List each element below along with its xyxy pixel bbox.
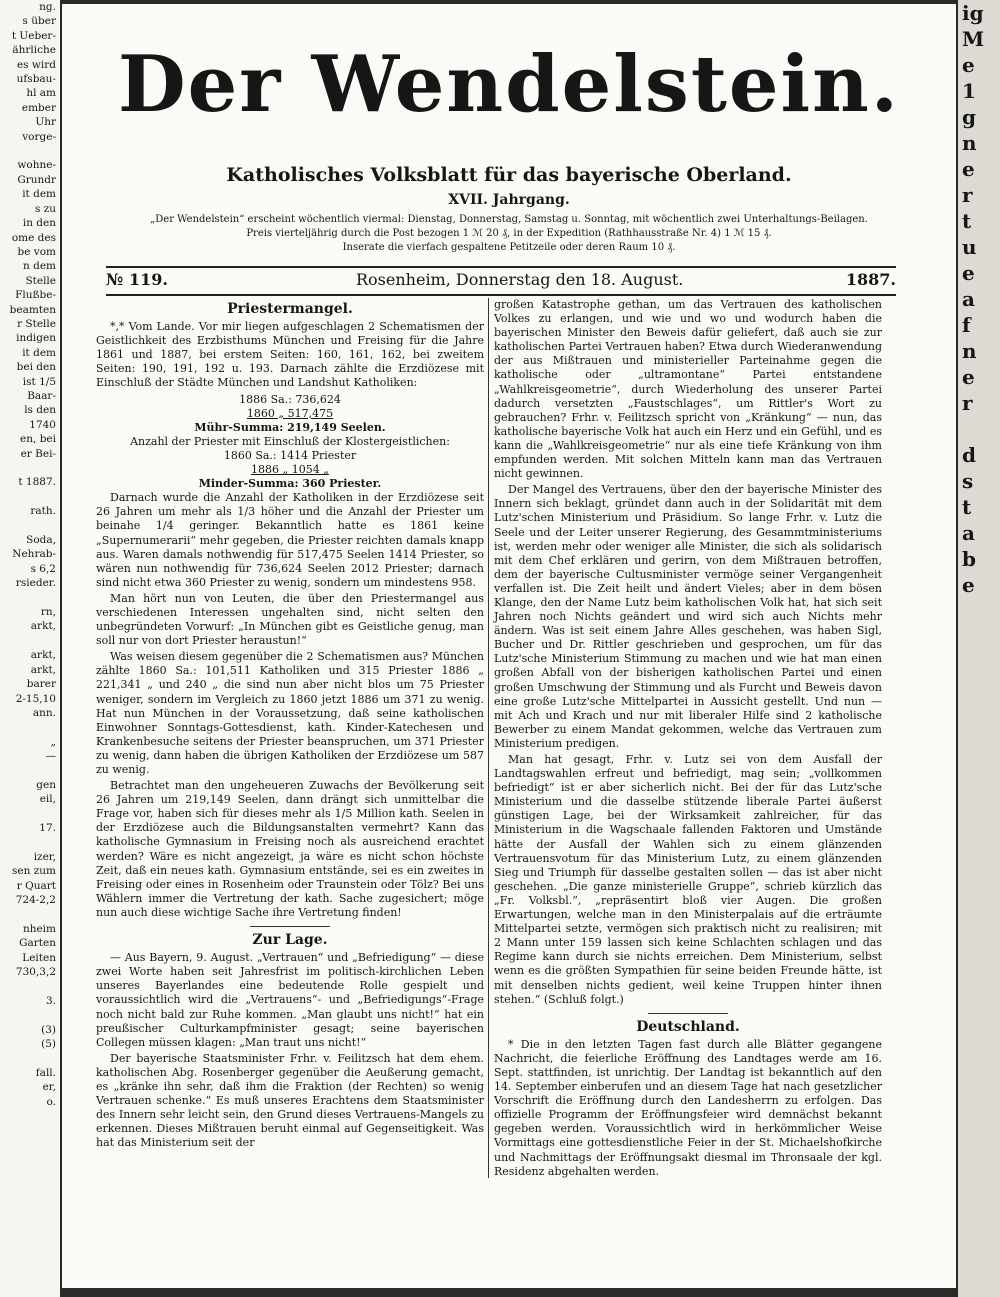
left-strip-fragment [0,461,60,475]
left-strip-fragment: izer, [33,850,56,863]
right-strip-fragment: r [962,391,973,415]
statistic-line: 1886 „ 1054 „ [251,463,329,477]
left-strip-fragment: wohne- [17,159,56,172]
left-strip-fragment: er, [42,1081,56,1094]
left-strip-fragment: r Quart [16,879,56,892]
masthead-rule-bottom [106,294,896,296]
left-strip-fragment: en, bei [20,433,56,446]
left-strip-fragment: s zu [34,202,56,215]
left-strip-fragment [0,634,60,648]
left-strip-fragment [0,144,60,158]
left-strip-fragment: indigen [16,332,56,345]
article-paragraph: * Die in den letzten Tagen fast durch alle Blätter gegangene Nachricht, die feierliche Eröffnung des Landtages werde am 16. Sept. stattfinden, ist unrichtig. Der Landtag ist bekanntlich auf den 14. September einberufen und an diesem Tage hat nach gesetzlicher Vorschrift die Eröffnung durch den Landesherrn zu erfolgen. Das offizielle Programm der Eröffnungsfeier wird demnächst bekannt gegeben werden. Voraussichtlich wird in herkömmlicher Weise Vormittags eine gottesdienstliche Feier in der St. Michaelshofkirche und Nachmittags der Eröffnungsakt diesmal im Thronsaale der kgl. Residenz abgehalten werden. [494,1037,882,1178]
left-strip-fragment: ls den [24,404,56,417]
right-adjacent-page-strip [958,0,1000,1297]
left-strip-fragment [0,519,60,533]
article-heading-priestermangel: Priestermangel. [227,301,353,317]
left-strip-fragment: r Stelle [17,317,56,330]
left-strip-fragment: arkt, [30,649,56,662]
right-strip-fragment: a [962,287,975,311]
left-strip-fragment: rsieder. [15,577,56,590]
section-divider [648,1013,728,1014]
article-paragraph: Der Mangel des Vertrauens, über den der bayerische Minister des Innern sich beklagt, gründet dann auch in der Solidarität mit dem Lutz'schen Ministerium und Präsidium. So lange Frhr. v. Lutz die Seele und der Leiter unserer Regierung, des Gesammtministeriums ist, werden mehr oder weniger alle Minister, die sich als solidarisch mit dem Chef erklären und gerirn, von dem Mißtrauen betroffen, dem der bayerische Cultusminister vermöge seiner Vergangenheit verfallen ist. Die Zeit heilt und ändert Vieles; aber in dem bösen Klange, den der Name Lutz beim katholischen Volk hat, hat sich seit Jahren noch Nichts geändert und wird sich auch Nichts mehr ändern. Was ist seit einem Jahre Alles geschehen, was haben Sigl, Bucher und Dr. Rittler geschrieben und gesprochen, um für das Lutz'sche Ministerium Stimmung zu machen und wie hat man einen großen Abfall von der bisherigen katholischen Partei und einen großen Umschwung der Stimmung und als Furcht und Beweis davon eine große Lutz'sche Mittelpartei in Aussicht gestellt. Und nun — mit Ach und Krach und nur mit liberaler Hilfe sind 2 katholische Bewerber zu einem Mandat gekommen, welche das Vertrauen zum Ministerium predigen. [494,483,882,750]
right-strip-fragment: e [962,261,975,285]
right-strip-fragment: t [962,209,972,233]
left-strip-fragment: s über [22,15,56,28]
left-strip-fragment [0,807,60,821]
left-strip-fragment: nheim [22,923,56,935]
statistic-line: 1860 Sa.: 1414 Priester [223,448,357,462]
left-strip-fragment: ember [21,101,56,114]
left-strip-fragment [0,1052,60,1066]
left-strip-fragment: es wird [16,58,56,71]
left-strip-fragment: s 6,2 [30,562,56,575]
left-strip-fragment: er Bei- [20,447,56,460]
right-strip-fragment: e [962,53,975,77]
article-paragraph: — Aus Bayern, 9. August. „Vertrauen“ und „Befriedigung“ — diese zwei Worte haben seit Jahresfrist im politisch-kirchlichen Leben unseres Bayerlandes eine bedeutende Rolle gespielt und voraussichtlich wird die „Vertrauens“- und „Befriedigungs“-Frage noch nicht bald zur Ruhe kommen. „Man glaubt uns nicht!“ hat ein preußischer Culturkampfminister gesagt; seine bayerischen Collegen müssen klagen: „Man traut uns nicht!“ [96,951,484,1049]
issue-year: 1887. [845,270,896,289]
article-paragraph: Der bayerische Staatsminister Frhr. v. Feilitzsch hat dem ehem. katholischen Abg. Rosenberger gegenüber die Aeußerung gemacht, es „kränke ihn sehr, daß ihm die Fraktion (der Rechten) so wenig Vertrauen schenke.“ Es muß unseres Erachtens dem Staatsminister des Innern sehr leicht sein, den Grund dieses Vertrauens-Mangels zu erkennen. Dieses Mißtrauen beruht einmal auf Gegenseitigkeit. Was hat das Ministerium seit der [96,1051,484,1150]
left-strip-fragment: arkt, [30,663,56,676]
left-strip-fragment: hl am [26,87,56,100]
right-strip-fragment: ig [962,1,984,25]
left-strip-fragment: ng. [39,1,56,13]
left-strip-fragment: Nehrab- [12,548,56,561]
left-strip-fragment: fall. [35,1067,56,1080]
column-right [494,298,882,1181]
statistic-line: Anzahl der Priester mit Einschluß der Klostergeistlichen: [130,434,450,448]
section-divider [250,926,330,927]
left-strip-fragment: Garten [19,937,56,950]
left-strip-fragment: gen [36,778,56,791]
left-strip-fragment: o. [46,1095,56,1108]
statistic-line: Mühr-Summa: 219,149 Seelen. [194,420,386,434]
right-strip-fragment: b [962,547,976,571]
issue-number: № 119. [106,270,168,289]
statistic-line: 1886 Sa.: 736,624 [239,392,341,406]
right-strip-fragment: n [962,339,977,363]
left-strip-fragment: t 1887. [18,476,56,489]
article-paragraph: Man hört nun von Leuten, die über den Priestermangel aus verschiedenen Interessen ungehalten sind, nicht selten den unbegründeten Vorwurf: „In München gibt es Geistliche genug, man soll nur von dort Priester heraustun!“ [96,591,484,648]
left-strip-fragment [0,490,60,504]
left-strip-fragment [0,908,60,922]
right-strip-fragment: M [962,27,985,51]
left-strip-fragment [0,836,60,850]
left-strip-fragment: 3. [45,995,56,1008]
right-strip-fragment: t [962,495,972,519]
left-strip-fragment: it dem [22,188,56,201]
right-strip-fragment: g [962,105,976,129]
left-strip-fragment: Leiten [22,951,56,964]
left-strip-fragment [0,980,60,994]
masthead-subtitle: Katholisches Volksblatt für das bayerische Oberland. [226,164,792,186]
left-strip-fragment: ährliche [12,44,56,57]
left-strip-fragment: beamten [9,303,56,316]
right-strip-fragment: f [962,313,971,337]
left-strip-fragment: t Ueber- [11,29,56,42]
right-strip-fragment: n [962,131,977,155]
left-strip-fragment: 724-2,2 [15,894,56,907]
left-strip-fragment: Uhr [35,116,56,129]
article-paragraph: Darnach wurde die Anzahl der Katholiken in der Erzdiözese seit 26 Jahren um mehr als 1/3 höher und die Anzahl der Priester um beinahe 1/4 geringer. Bekanntlich hatte es 1861 keine „Supernumerarii“ mehr gegeben, die Priester reichten damals knapp aus. Waren damals nothwendig für 517,475 Seelen 1414 Priester, so wären nun nothwendig für 736,624 Seelen 2012 Priester; darnach sind nicht etwa 360 Priester zu wenig, sondern um mindestens 958. [96,491,484,589]
right-strip-fragment: u [962,235,977,259]
right-strip-fragment: s [962,469,974,493]
left-strip-fragment: ist 1/5 [22,375,56,388]
right-strip-fragment: 1 [962,79,976,103]
left-strip-fragment: 1740 [29,418,56,431]
left-strip-fragment [0,1008,60,1022]
left-strip-fragment: ufsbau- [16,73,56,86]
left-strip-fragment [0,591,60,605]
left-strip-fragment: in den [22,217,56,230]
masthead-title: Der Wendelstein. [118,39,900,130]
left-strip-fragment [0,764,60,778]
left-strip-fragment: Soda, [26,534,56,547]
article-paragraph: Man hat gesagt, Frhr. v. Lutz sei von dem Ausfall der Landtagswahlen erfreut und befriedigt, mag sein; „vollkommen befriedigt“ ist er aber sicherlich nicht. Bei der für das Lutz'sche Ministerium und die dasselbe stützende liberale Partei äußerst günstigen Lage, bei der Wirksamkeit zahlreicher, für das Ministerium in die Wagschaale fallenden Faktoren und Umstände hätte der Ausfall der Wahlen sich zu einem glänzenden Vertrauensvotum für das Ministerium Lutz, zu einem glänzenden Sieg und Triumph für dasselbe gestalten sollen — das ist aber nicht geschehen. „Die ganze ministerielle Gruppe“, schrieb kürzlich das „Fr. Volksbl.“, „repräsentirt bloß vier Augen. Die großen Erwartungen, welche man in den Ministerpalais auf die erträumte Mittelpartei setzte, vermögen sich praktisch nicht zu realisiren; mit 2 Mann unter 159 lassen sich keine Schlachten schlagen und das Regime kann durch sie nichts erreichen. Dem Ministerium, selbst wenn es die größten Sympathien für seine beiden Freunde hätte, ist mit denselben nichts gedient, weil keine Truppen hinter ihnen stehen.“ (Schluß folgt.) [494,753,882,1006]
right-strip-fragment: r [962,183,973,207]
article-heading-zur-lage: Zur Lage. [252,932,328,949]
left-strip-fragment [0,720,60,734]
right-strip-fragment: a [962,521,975,545]
article-heading-deutschland: Deutschland. [636,1018,740,1035]
article-paragraph: Betrachtet man den ungeheueren Zuwachs der Bevölkerung seit 26 Jahren um 219,149 Seelen, dann drängt sich unmittelbar die Frage vor, haben sich für dieses mehr als 1/5 Million kath. Seelen in der Erzdiözese auch die Bildungsanstalten vermehrt? Kann das katholische Gymnasium in Freising noch als ausreichend erachtet werden? Wäre es nicht angezeigt, ja wäre es nicht schon höchste Zeit, daß ein neues kath. Gymnasium entstände, sei es ein zweites in Freising oder eines in Rosenheim oder Traunstein oder Tölz? Bei uns Wählern immer die Vertretung der kath. Sache zugesichert; möge nun auch diese wichtige Sache ihre Vertretung finden! [96,779,484,919]
newspaper-page [62,4,956,1288]
left-strip-fragment: (5) [41,1038,56,1051]
masthead-info-line-3: Inserate die vierfach gespaltene Petitzeile oder deren Raum 10 ₰. [342,242,676,253]
left-strip-fragment: arkt, [30,620,56,633]
left-strip-fragment: — [45,750,56,763]
left-strip-fragment: Stelle [25,274,56,287]
left-strip-fragment: rath. [30,505,56,518]
left-strip-fragment: 17. [39,822,56,835]
article-paragraph: *,* Vom Lande. Vor mir liegen aufgeschlagen 2 Schematismen der Geistlichkeit des Erzbisthums München und Freising für die Jahre 1861 und 1887, bei erstem Seiten: 160, 161, 162, bei zweitem Seiten: 190, 191, 192 u. 193. Darnach zählte die Erzdiözese mit Einschluß der Städte München und Landshut Katholiken: [96,320,484,390]
left-strip-fragment: it dem [22,346,56,359]
place-date: Rosenheim, Donnerstag den 18. August. [356,270,684,289]
left-strip-fragment: sen zum [12,865,56,878]
left-strip-fragment: „ [50,735,56,748]
masthead-year: XVII. Jahrgang. [448,192,570,208]
left-strip-fragment: ann. [32,706,56,719]
left-strip-fragment: Grundr [17,173,56,186]
left-strip-fragment: Baar- [27,389,56,402]
right-strip-fragment: e [962,157,975,181]
left-strip-fragment: ome des [11,231,56,244]
left-adjacent-page-strip [0,0,60,1297]
right-strip-fragment [958,416,1000,442]
column-left [96,298,484,1152]
statistic-line: Minder-Summa: 360 Priester. [198,477,382,491]
dateline [106,270,896,296]
left-strip-fragment: be vom [17,245,56,258]
left-strip-fragment: n dem [23,260,56,273]
masthead-rule-top [106,266,896,268]
left-strip-fragment: 2-15,10 [15,692,56,705]
left-strip-fragment: rn, [40,606,56,619]
article-paragraph: großen Katastrophe gethan, um das Vertrauen des katholischen Volkes zu erlangen, und wie und wo und wodurch haben die bayerischen Minister den Beweis dafür geliefert, daß auch sie zur katholischen Partei Vertrauen haben? Etwa durch Wiederanwendung der aus Mißtrauen und ministerieller Parteinahme gegen die katholische oder „ultramontane“ Partei entstandene „Wahlkreisgeometrie“, durch Wiederholung des unserer Partei dadurch versetzten „Faustschlages“, um Rittler's Wort zu gebrauchen? Frhr. v. Feilitzsch spricht von „Kränkung“ — nun, das katholische bayerische Volk hat auch ein Herz und ein Gefühl, und es kann die „Wahlkreisgeometrie“ nur als eine tiefe Kränkung von ihm empfunden werden. Mit solchen Mitteln kann man das Vertrauen nicht gewinnen. [494,298,882,481]
left-strip-fragment: eil, [39,793,56,806]
left-strip-fragment: 730,3,2 [15,966,56,979]
masthead-info-line-1: „Der Wendelstein“ erscheint wöchentlich viermal: Dienstag, Donnerstag, Samstag u. Sonntag, mit wöchentlich zwei Unterhaltungs-Beilagen. [150,214,868,225]
left-strip-fragment: vorge- [22,130,56,143]
article-paragraph: Was weisen diesem gegenüber die 2 Schematismen aus? München zählte 1860 Sa.: 101,511 Katholiken und 315 Priester 1886 „ 221,341 „ und 240 „ die sind nun aber nicht blos um 75 Priester weniger, sondern im Vergleich zu 1860 jetzt 1886 um 371 zu wenig. Hat nun München in der Voraussetzung, daß seine katholischen Einwohner Sonntags-Gottesdienst, kath. Kinder-Katechesen und Krankenbesuche seitens der Priester beanspruchen, um 371 Priester zu wenig, dann haben die übrigen Katholiken der Erzdiözese um 587 zu wenig. [96,650,484,776]
statistic-line: 1860 „ 517,475 [246,406,334,420]
masthead-info-line-2: Preis vierteljährig durch die Post bezogen 1 ℳ 20 ₰, in der Expedition (Rathhausstraße Nr. 4) 1 ℳ 15 ₰. [246,228,772,239]
left-strip-fragment: Flußbe- [15,289,56,302]
left-strip-fragment: barer [26,678,56,691]
right-strip-fragment: e [962,573,975,597]
column-separator [488,298,489,1178]
right-strip-fragment: e [962,365,975,389]
left-strip-fragment: bei den [16,361,56,374]
right-strip-fragment: d [962,443,976,467]
left-strip-fragment: (3) [41,1023,56,1036]
